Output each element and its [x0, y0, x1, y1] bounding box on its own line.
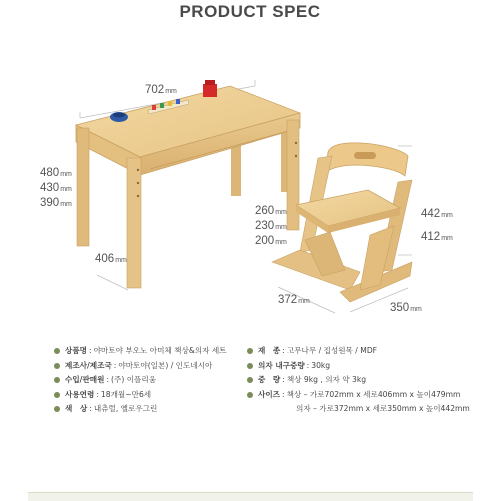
desk-height-unit-2: mm [60, 186, 72, 193]
spec-label: 사용연령 [65, 389, 95, 399]
spec-label: 중 량 [258, 375, 281, 384]
spec-row: 사용연령 : 18개월~만6세 [54, 388, 227, 403]
spec-value: 야마토야(일본) / 인도네시아 [118, 360, 213, 370]
bullet-icon [54, 348, 60, 354]
bullet-icon [54, 406, 60, 412]
desk-height-value-1: 480 [40, 167, 60, 179]
bullet-icon [247, 348, 253, 354]
spec-label: 색 상 [65, 404, 88, 413]
spec-value: (주) 이플리움 [111, 375, 157, 384]
bullet-icon [54, 392, 60, 398]
seat-height-value-1: 260 [255, 205, 275, 217]
spec-row: 제조사/제조국 : 야마토야(일본) / 인도네시아 [54, 359, 227, 374]
spec-value: 고무나무 / 집성원목 / MDF [286, 346, 378, 355]
chair-depth-value: 350 [390, 302, 410, 314]
desk-height-unit-1: mm [60, 171, 72, 178]
seat-height-unit-2: mm [275, 224, 287, 231]
chair-depth-label [390, 298, 422, 316]
spec-label: 사이즈 [258, 389, 281, 399]
spec-row-continued [247, 402, 470, 417]
seat-height-value-2: 230 [255, 220, 275, 232]
bullet-icon [54, 377, 60, 383]
spec-value: 18개월~만6세 [100, 389, 152, 399]
chair-width-value: 372 [278, 294, 298, 306]
bullet-icon [247, 377, 253, 383]
spec-label: 상품명 [65, 346, 88, 355]
desk-height-label-3 [40, 193, 72, 211]
spec-value: 책상 9kg , 의자 약 3kg [286, 375, 367, 384]
desk-height-value-3: 390 [40, 197, 60, 209]
spec-label: 수입/판매원 [65, 375, 105, 384]
desk-height-value-2: 430 [40, 182, 60, 194]
spec-list-left [54, 344, 227, 417]
seat-height-unit-3: mm [275, 239, 287, 246]
spec-value: 야마토야 부오노 아미체 책상&의자 세트 [93, 346, 227, 355]
spec-list-right [247, 344, 470, 417]
spec-label: 재 종 [258, 346, 281, 355]
spec-label: 제조사/제조국 [65, 360, 112, 370]
spec-row: 의자 내구중량 : 30kg [247, 359, 470, 374]
spec-row: 색 상 : 내츄럴, 옐로우그린 [54, 402, 227, 417]
bullet-icon [54, 363, 60, 369]
spec-row: 중 량 : 책상 9kg , 의자 약 3kg [247, 373, 470, 388]
spec-value: 내츄럴, 옐로우그린 [93, 404, 158, 413]
chair-height-unit-2: mm [441, 235, 453, 242]
seat-height-value-3: 200 [255, 235, 275, 247]
spec-value: 의자 – 가로372mm x 세로350mm x 높이442mm [296, 404, 470, 413]
spec-row: 재 종 : 고무나무 / 집성원목 / MDF [247, 344, 470, 359]
spec-row: 사이즈 : 책상 – 가로702mm x 세로406mm x 높이479mm [247, 388, 470, 403]
desk-height-unit-3: mm [60, 201, 72, 208]
bullet-icon [247, 392, 253, 398]
chair-width-label [278, 290, 310, 308]
desk-depth-label [95, 249, 127, 267]
desk-width-unit: mm [165, 88, 177, 95]
desk-width-value: 702 [145, 84, 165, 96]
desk-width-label [145, 80, 177, 98]
chair-width-unit: mm [298, 298, 310, 305]
spec-row: 수입/판매원 : (주) 이플리움 [54, 373, 227, 388]
spec-value: 30kg [311, 360, 331, 370]
chair-height-unit-1: mm [441, 212, 453, 219]
spec-label: 의자 내구중량 [258, 360, 305, 370]
desk-depth-value: 406 [95, 253, 115, 265]
chair-height-value-2: 412 [421, 231, 441, 243]
spec-value: 책상 – 가로702mm x 세로406mm x 높이479mm [286, 389, 461, 399]
chair-depth-unit: mm [410, 306, 422, 313]
chair-height-value-1: 442 [421, 208, 441, 220]
seat-height-label-3 [255, 231, 287, 249]
desk-depth-unit: mm [115, 257, 127, 264]
seat-height-unit-1: mm [275, 209, 287, 216]
chair-height-label-2 [421, 227, 453, 245]
bullet-icon [247, 363, 253, 369]
spec-row: 상품명 : 야마토야 부오노 아미체 책상&의자 세트 [54, 344, 227, 359]
chair-height-label-1 [421, 204, 453, 222]
page-title: PRODUCT SPEC [179, 2, 321, 21]
